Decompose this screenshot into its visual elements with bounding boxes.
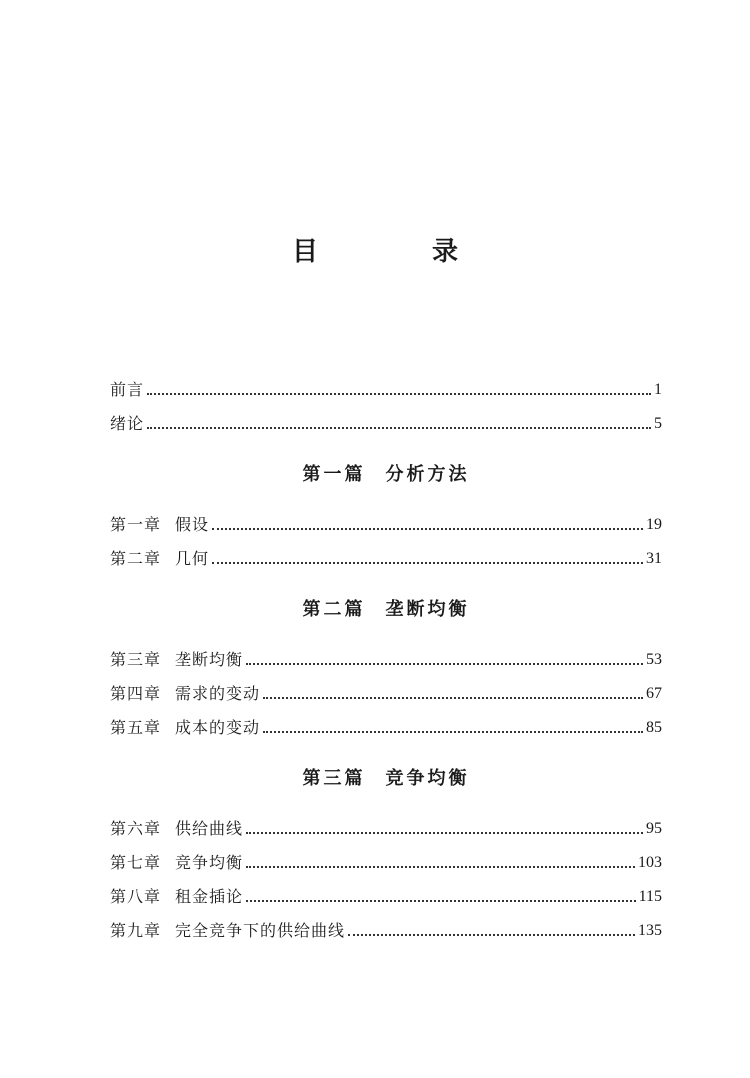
chapter-number: 第九章 <box>110 921 162 940</box>
part-name: 竞争均衡 <box>385 768 470 789</box>
toc-entry-chapter-9[interactable] <box>110 918 662 944</box>
chapter-number: 第八章 <box>110 887 162 906</box>
chapter-title: 租金插论 <box>175 887 244 906</box>
toc-entry-chapter-5[interactable] <box>110 715 662 741</box>
chapter-number: 第七章 <box>110 853 162 872</box>
dot-leader <box>212 562 643 564</box>
toc-entry-preface[interactable] <box>110 377 662 403</box>
chapter-number: 第一章 <box>110 515 162 534</box>
chapter-title: 供给曲线 <box>175 819 244 838</box>
toc-entry-chapter-3[interactable] <box>110 647 662 673</box>
chapter-title: 成本的变动 <box>175 718 261 737</box>
chapter-number: 第四章 <box>110 684 162 703</box>
toc-page-number: 19 <box>646 516 662 533</box>
dot-leader <box>263 731 643 733</box>
part-number: 第二篇 <box>302 599 366 620</box>
dot-leader <box>246 900 636 902</box>
dot-leader <box>263 697 643 699</box>
toc-entry-label: 绪论 <box>110 414 145 433</box>
toc-entry-chapter-4[interactable] <box>110 681 662 707</box>
toc-entry-chapter-2[interactable] <box>110 546 662 572</box>
toc-page-number: 67 <box>646 685 662 702</box>
toc-page-number: 135 <box>638 922 662 939</box>
chapter-number: 第二章 <box>110 549 162 568</box>
toc-entry-chapter-6[interactable] <box>110 816 662 842</box>
part-heading-2[interactable] <box>110 596 662 624</box>
toc-page-number: 1 <box>654 381 662 398</box>
dot-leader <box>212 528 643 530</box>
toc-page-number: 103 <box>638 854 662 871</box>
chapter-title: 垄断均衡 <box>175 650 244 669</box>
part-number: 第三篇 <box>302 768 366 789</box>
toc-entry-chapter-1[interactable] <box>110 512 662 538</box>
dot-leader <box>246 663 643 665</box>
part-number: 第一篇 <box>302 464 366 485</box>
part-name: 垄断均衡 <box>385 599 470 620</box>
chapter-number: 第六章 <box>110 819 162 838</box>
page-title: 目 录 <box>291 237 502 267</box>
part-heading-1[interactable] <box>110 461 662 489</box>
dot-leader <box>147 427 651 429</box>
toc-entry-label: 前言 <box>110 380 145 399</box>
chapter-number: 第五章 <box>110 718 162 737</box>
chapter-title: 几何 <box>175 549 210 568</box>
toc-entry-chapter-8[interactable] <box>110 884 662 910</box>
toc-entry-chapter-7[interactable] <box>110 850 662 876</box>
part-name: 分析方法 <box>385 464 470 485</box>
toc-page-number: 53 <box>646 651 662 668</box>
toc-page-number: 85 <box>646 719 662 736</box>
dot-leader <box>246 866 635 868</box>
chapter-title: 完全竞争下的供给曲线 <box>175 921 346 940</box>
toc-entry-introduction[interactable] <box>110 411 662 437</box>
toc-page-number: 31 <box>646 550 662 567</box>
chapter-number: 第三章 <box>110 650 162 669</box>
dot-leader <box>348 934 635 936</box>
part-heading-3[interactable] <box>110 765 662 793</box>
chapter-title: 需求的变动 <box>175 684 261 703</box>
toc-page-number: 95 <box>646 820 662 837</box>
chapter-title: 假设 <box>175 515 210 534</box>
toc-page-number: 5 <box>654 415 662 432</box>
chapter-title: 竞争均衡 <box>175 853 244 872</box>
dot-leader <box>147 393 651 395</box>
dot-leader <box>246 832 643 834</box>
toc-page-number: 115 <box>638 888 662 905</box>
